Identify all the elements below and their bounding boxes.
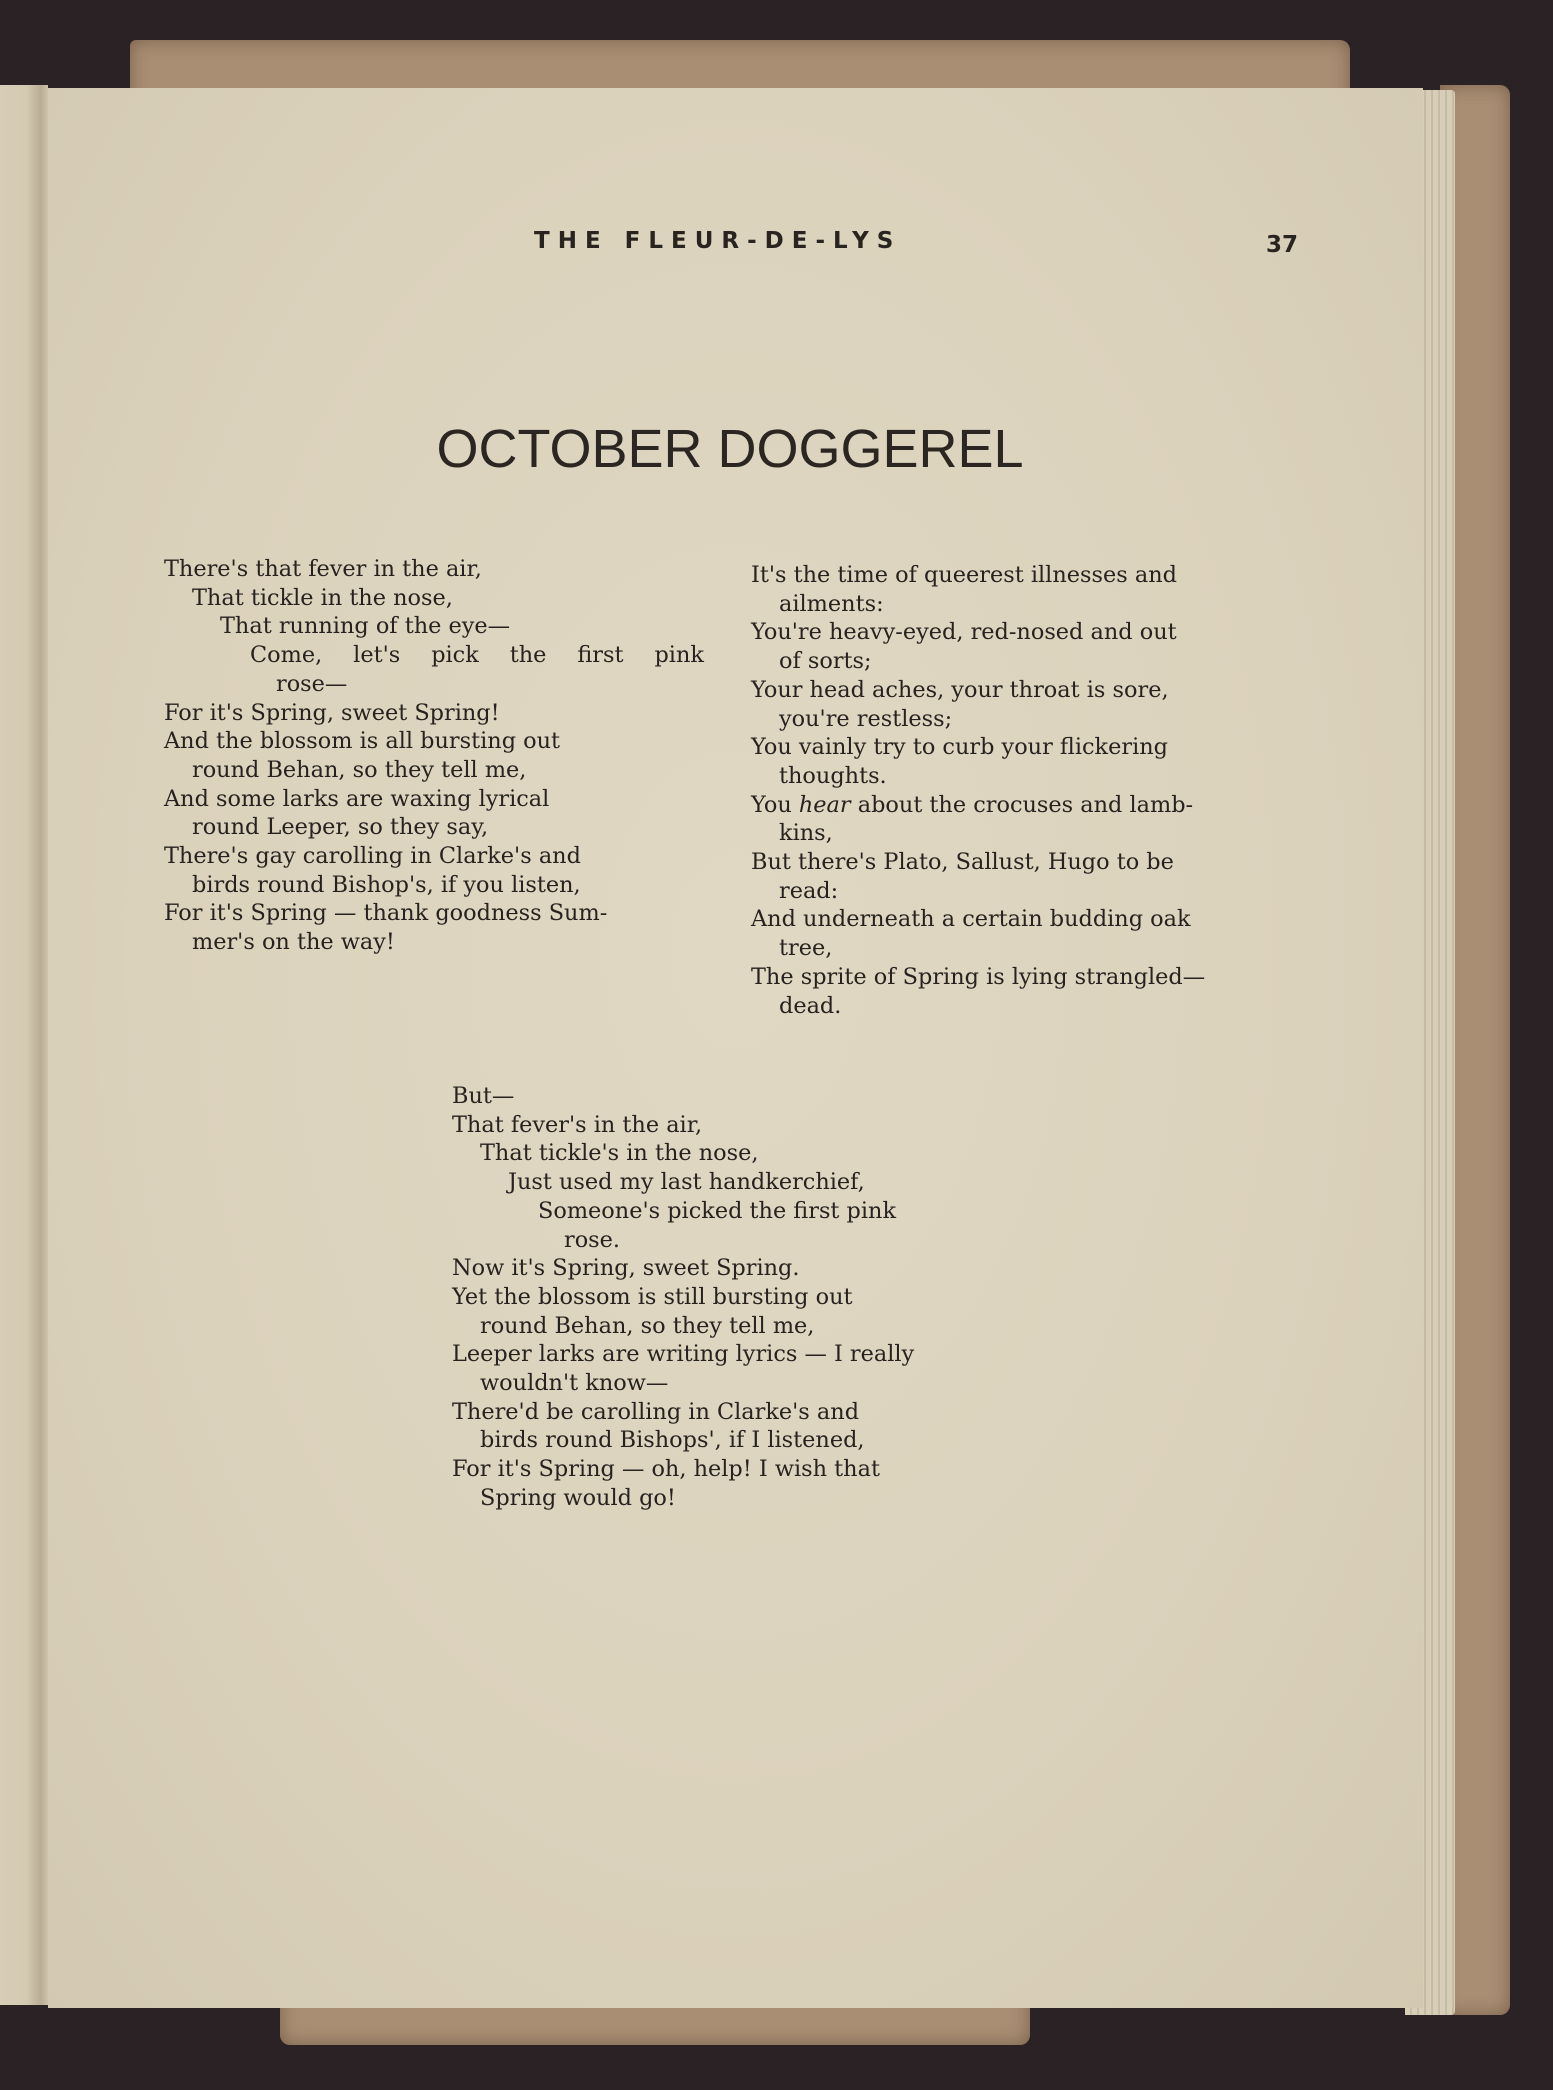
emphasis-word: hear [798,791,851,818]
poem-line: rose. [564,1226,621,1253]
poem-line: And some larks are waxing lyrical [164,785,550,812]
poem-line: For it's Spring — oh, help! I wish that [452,1456,880,1483]
poem-line: ailments: [779,590,884,617]
poem-line: That running of the eye— [220,613,511,640]
poem-line: Someone's picked the first pink [538,1197,897,1224]
poem-title: OCTOBER DOGGEREL [436,419,1024,479]
poem-line: Leeper larks are writing lyrics — I really [452,1341,915,1368]
poem-line: And underneath a certain budding oak [751,906,1191,933]
poem-line-part: You [751,791,792,818]
poem-line-part: pink [654,642,704,669]
poem-line: birds round Bishops', if I listened, [480,1427,865,1454]
poem-line: round Behan, so they tell me, [192,756,527,783]
book-page [48,88,1423,2008]
poem-line: wouldn't know— [480,1370,669,1397]
poem-line: But there's Plato, Sallust, Hugo to be [751,849,1174,876]
poem-line: dead. [779,992,842,1019]
poem-line: thoughts. [779,762,887,789]
poem-line: rose— [276,670,348,697]
poem-line: you're restless; [779,705,953,732]
poem-line: There's that fever in the air, [164,556,482,582]
poem-line-part: let's [353,642,401,669]
poem-line: That tickle in the nose, [192,584,453,611]
poem-line: You're heavy-eyed, red-nosed and out [751,619,1177,646]
poem-line: That fever's in the air, [452,1111,703,1138]
poem-line: And the blossom is all bursting out [164,728,561,755]
poem-line: of sorts; [779,648,872,675]
poem-line [751,791,1287,820]
book-spine-gutter [0,85,48,2005]
poem-line [164,641,704,670]
poem-line: Now it's Spring, sweet Spring. [452,1255,800,1282]
right-stanza [751,561,1287,1020]
closing-stanza [452,1082,988,1513]
poem-line: But— [452,1083,515,1109]
poem-line: mer's on the way! [192,929,395,956]
page-number: 37 [1266,232,1299,258]
poem-line: tree, [779,935,833,962]
poem-line-text [250,641,704,670]
poem-line: round Behan, so they tell me, [480,1312,815,1339]
poem-line: round Leeper, so they say, [192,814,489,841]
poem-line-part: pick [431,642,479,669]
poem-line: kins, [779,820,833,847]
poem-line-part: about the crocuses and lamb- [857,791,1194,818]
poem-line: read: [779,877,839,904]
poem-line: For it's Spring — thank goodness Sum- [164,900,608,927]
poem-line: That tickle's in the nose, [480,1140,759,1167]
poem-line: There's gay carolling in Clarke's and [164,843,581,870]
poem-line: birds round Bishop's, if you listen, [192,871,581,898]
poem-line: The sprite of Spring is lying strangled— [751,963,1206,990]
poem-line: Yet the blossom is still bursting out [452,1283,853,1310]
poem-line: For it's Spring, sweet Spring! [164,699,500,726]
poem-line-part: the [509,642,547,669]
poem-line: It's the time of queerest illnesses and [751,562,1177,588]
poem-line: Spring would go! [480,1484,676,1511]
poem-line-part: first [577,642,624,669]
running-title: THE FLEUR-DE-LYS [534,228,902,254]
poem-line: There'd be carolling in Clarke's and [452,1398,860,1425]
poem-line: Just used my last handkerchief, [508,1169,865,1196]
poem-line: You vainly try to curb your flickering [751,734,1168,761]
left-stanza [164,555,704,957]
poem-line-part: Come, [250,642,323,669]
poem-line: Your head aches, your throat is sore, [751,676,1169,703]
